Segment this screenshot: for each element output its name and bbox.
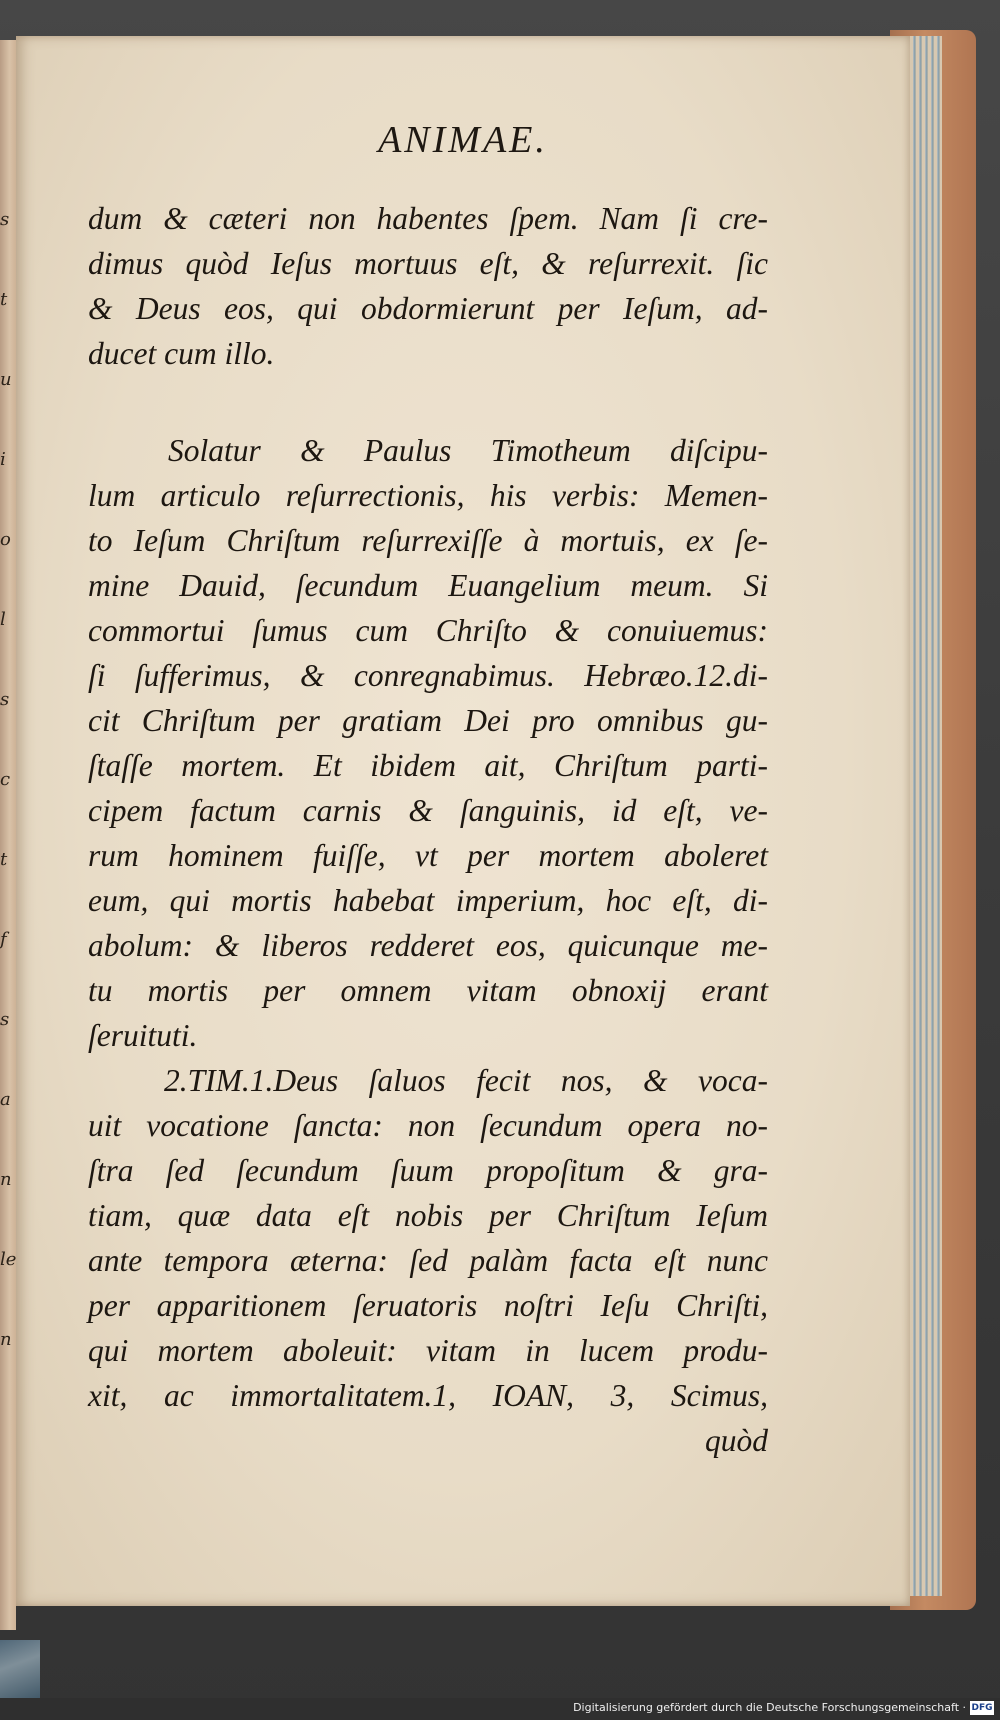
dfg-logo-icon: DFG (971, 1703, 993, 1713)
book-page (16, 36, 910, 1606)
text-line: per apparitionem ſeruatoris noſtri Ieſu Chriſti, (88, 1288, 768, 1323)
bookmark-ribbon (0, 1640, 40, 1700)
text-line: qui mortem aboleuit: vitam in lucem produ- (88, 1333, 768, 1368)
text-line: uit vocatione ſancta: non ſecundum opera no- (88, 1108, 768, 1143)
gutter-fragment: c (0, 769, 11, 790)
text-line: eum, qui mortis habebat imperium, hoc eſt, di- (88, 883, 768, 918)
text-line: Solatur & Paulus Timotheum diſcipu- (168, 433, 768, 468)
gutter-fragment: s (0, 1009, 10, 1030)
text-line: cipem factum carnis & ſanguinis, id eſt, ve- (88, 793, 768, 828)
gutter-fragments (0, 180, 17, 1430)
gutter-fragment: n (0, 1169, 12, 1190)
gutter-fragment: s (0, 209, 10, 230)
gutter-fragment: o (0, 529, 11, 550)
text-line: to Ieſum Chriſtum reſurrexiſſe à mortuis, ex ſe- (88, 523, 768, 558)
gutter-fragment: le (0, 1249, 17, 1270)
body-text (88, 196, 768, 1463)
text-line: & Deus eos, qui obdormierunt per Ieſum, ad- (88, 291, 768, 326)
gutter-fragment: l (0, 609, 6, 630)
gutter-fragment: n (0, 1329, 12, 1350)
catchword: quòd (705, 1423, 768, 1458)
paragraph-gap (88, 376, 768, 428)
gutter-fragment: f (0, 929, 7, 950)
text-line: ante tempora æterna: ſed palàm facta eſt nunc (88, 1243, 768, 1278)
facing-page-edge (0, 40, 16, 1630)
text-line: ſi ſufferimus, & conregnabimus. Hebræo.12.di- (88, 658, 768, 693)
gutter-fragment: i (0, 449, 6, 470)
text-line: commortui ſumus cum Chriſto & conuiuemus: (88, 613, 768, 648)
text-line: abolum: & liberos redderet eos, quicunque me- (88, 928, 768, 963)
text-line: ſtra ſed ſecundum ſuum propoſitum & gra- (88, 1153, 768, 1188)
text-line: rum hominem fuiſſe, vt per mortem aboleret (88, 838, 768, 873)
gutter-fragment: a (0, 1089, 11, 1110)
text-line: cit Chriſtum per gratiam Dei pro omnibus gu- (88, 703, 768, 738)
gutter-fragment: s (0, 689, 10, 710)
text-line: 2.TIM.1.Deus ſaluos fecit nos, & voca- (164, 1063, 768, 1098)
running-head: ANIMAE. (378, 119, 548, 161)
gutter-fragment: u (0, 369, 12, 390)
text-line: xit, ac immortalitatem.1, IOAN, 3, Scimus, (88, 1378, 768, 1413)
digitization-credit: Digitalisierung gefördert durch die Deutsche Forschungsgemeinschaft · (573, 1701, 966, 1714)
text-line: tiam, quæ data eſt nobis per Chriſtum Ieſum (88, 1198, 768, 1233)
text-line: dimus quòd Ieſus mortuus eſt, & reſurrexit. ſic (88, 246, 768, 281)
text-line: ſeruituti. (88, 1018, 198, 1053)
text-line: lum articulo reſurrectionis, his verbis: Memen- (88, 478, 768, 513)
text-line: dum & cæteri non habentes ſpem. Nam ſi cre- (88, 201, 768, 236)
text-line: mine Dauid, ſecundum Euangelium meum. Si (88, 568, 768, 603)
text-line: ducet cum illo. (88, 336, 275, 371)
text-line: tu mortis per omnem vitam obnoxij erant (88, 973, 768, 1008)
text-line: ſtaſſe mortem. Et ibidem ait, Chriſtum parti- (88, 748, 768, 783)
gutter-fragment: t (0, 849, 8, 870)
gutter-fragment: t (0, 289, 8, 310)
